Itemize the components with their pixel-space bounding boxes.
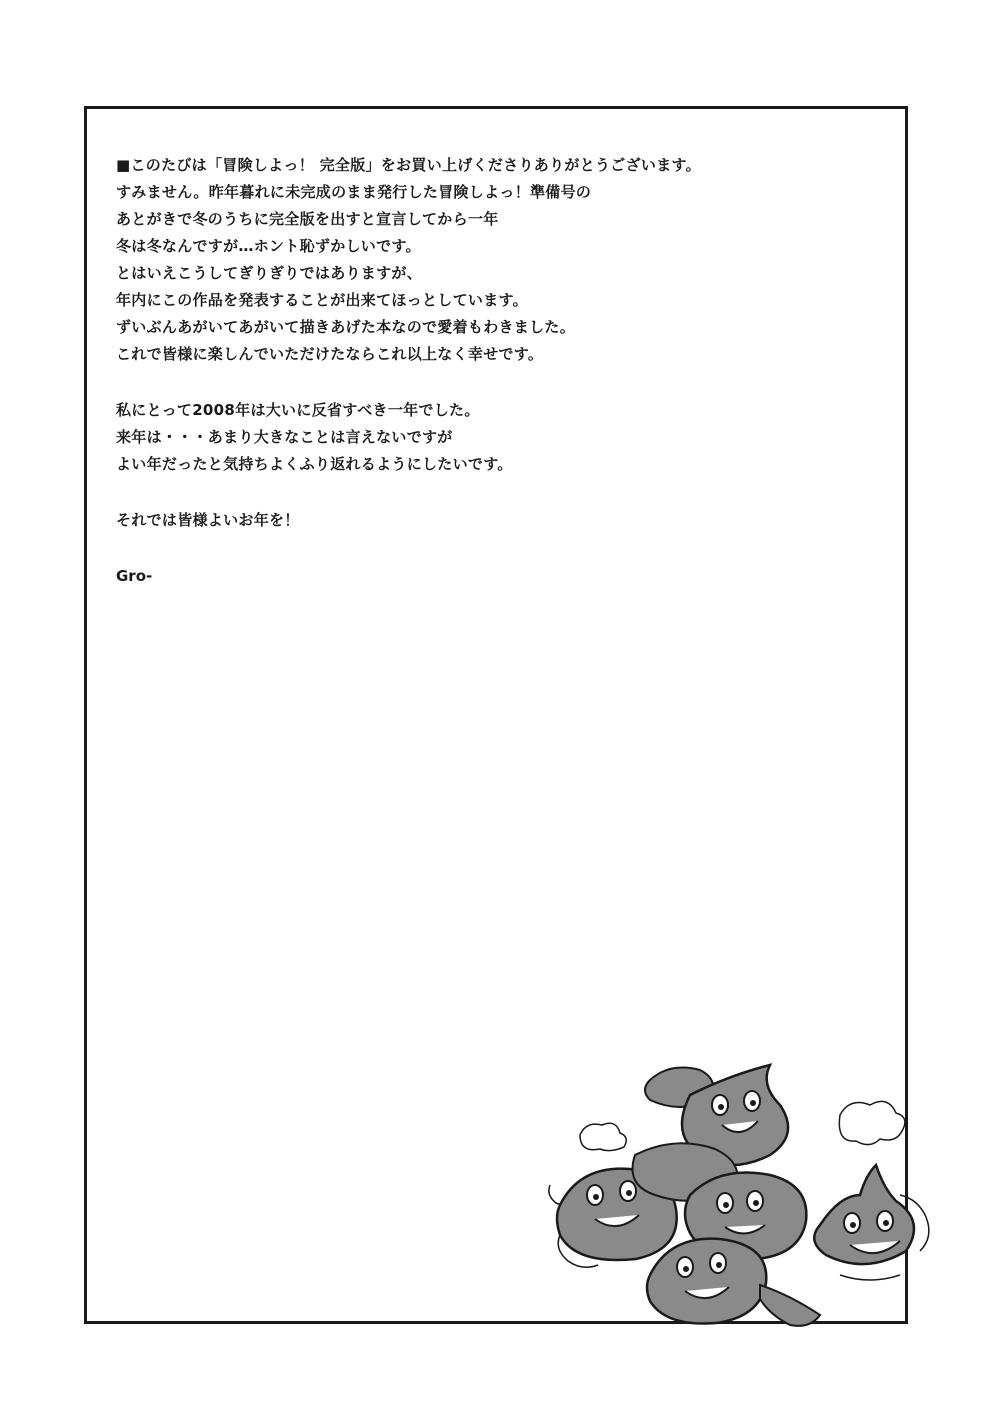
- paragraph-1: [116, 152, 736, 368]
- text-line: よい年だったと気持ちよくふり返れるようにしたいです。: [116, 455, 513, 473]
- text-line: 来年は・・・あまり大きなことは言えないですが: [116, 428, 453, 446]
- text-line: とはいえこうしてぎりぎりではありますが、: [116, 264, 423, 282]
- text-line: これで皆様に楽しんでいただけたならこれ以上なく幸せです。: [116, 345, 544, 363]
- text-line: 冬は冬なんですが…ホント恥ずかしいです。: [116, 237, 421, 255]
- author-signature: Gro-: [116, 567, 153, 585]
- text-line: それでは皆様よいお年を！: [116, 511, 300, 529]
- text-line: 私にとって2008年は大いに反省すべき一年でした。: [116, 401, 480, 419]
- text-line: ずいぶんあがいてあがいて描きあげた本なので愛着もわきました。: [116, 318, 576, 336]
- afterword-text: [116, 152, 736, 590]
- paragraph-3: [116, 507, 736, 534]
- slime-smiling-icon: [814, 1165, 914, 1264]
- text-line: すみません。昨年暮れに未完成のまま発行した冒険しよっ！準備号の: [116, 183, 592, 201]
- text-line: 年内にこの作品を発表することが出来てほっとしています。: [116, 291, 528, 309]
- slime-illustration: [540, 1055, 960, 1345]
- paragraph-2: [116, 397, 736, 478]
- slime-smiling-icon: [647, 1239, 820, 1326]
- text-line: あとがきで冬のうちに完全版を出すと宣言してから一年: [116, 210, 499, 228]
- text-line: ■このたびは「冒険しよっ！ 完全版」をお買い上げくださりありがとうございます。: [116, 156, 701, 174]
